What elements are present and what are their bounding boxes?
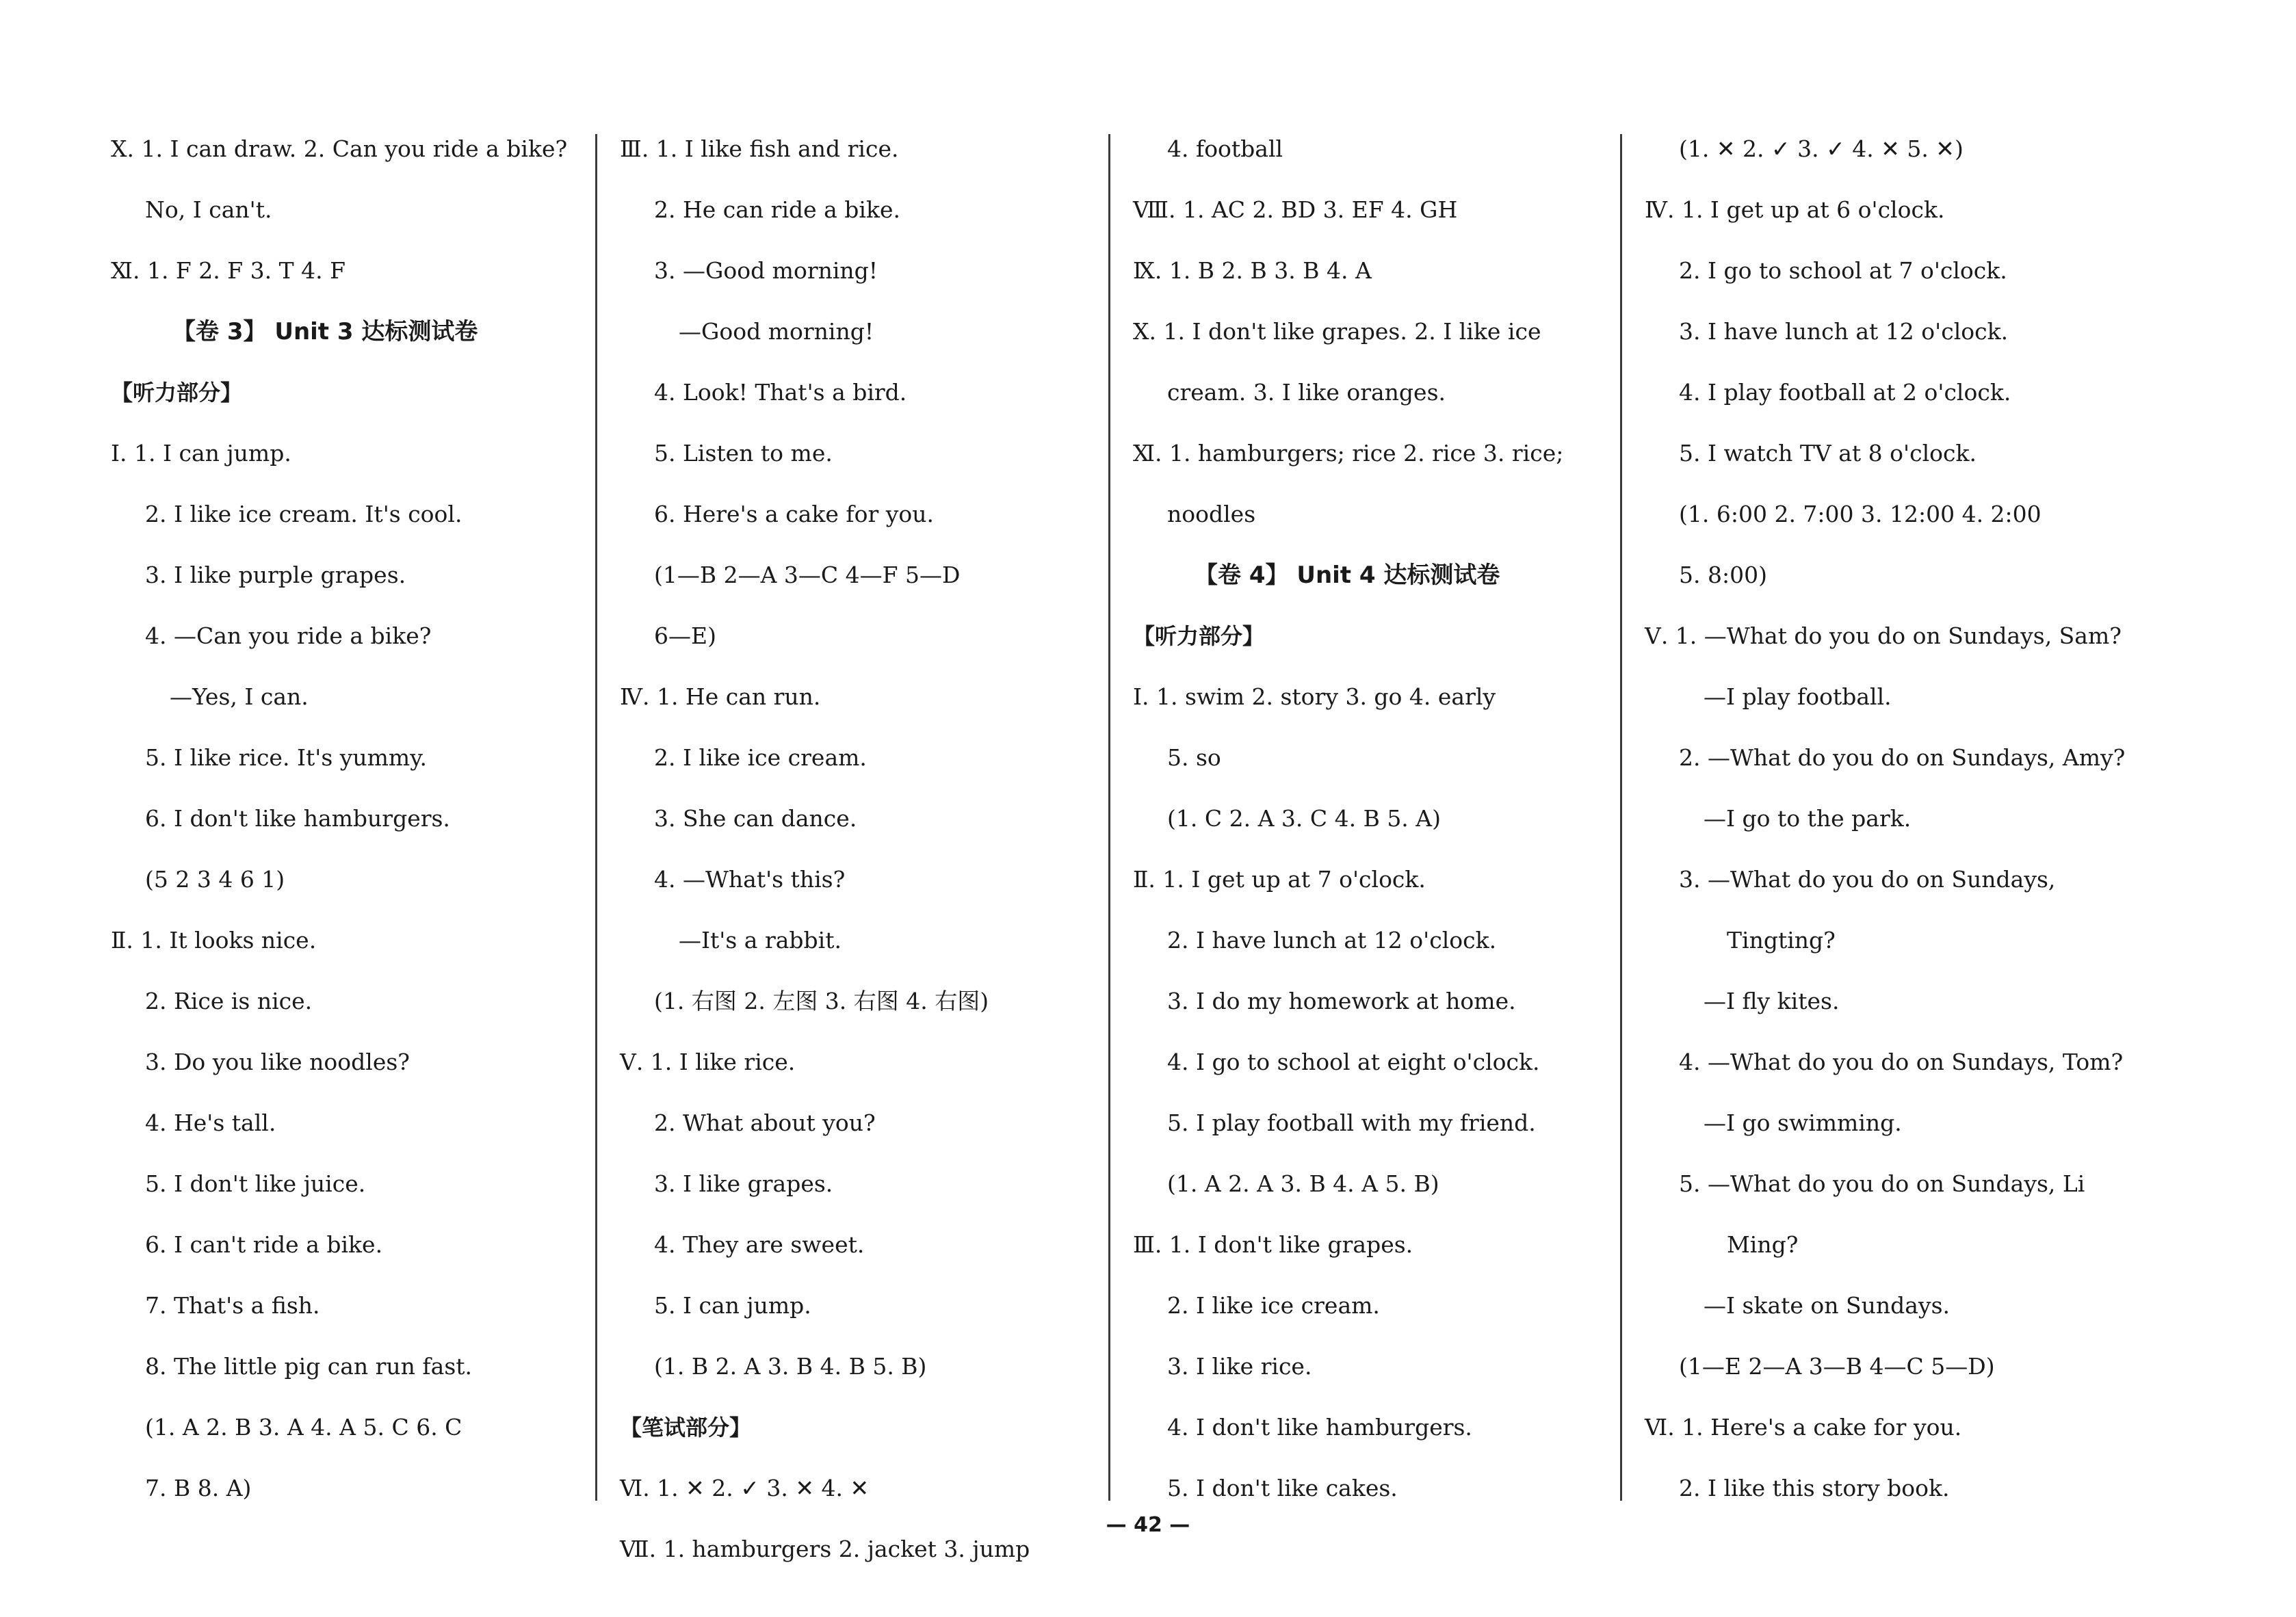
answer-line: Ⅲ. 1. I don't like grapes. <box>1133 1231 1413 1258</box>
answer-line: 8. The little pig can run fast. <box>145 1353 473 1380</box>
answer-line: (1. ✕ 2. ✓ 3. ✓ 4. ✕ 5. ✕) <box>1679 135 1964 162</box>
answer-line: —I fly kites. <box>1704 988 1840 1014</box>
answer-line: (1. A 2. B 3. A 4. A 5. C 6. C <box>145 1414 462 1441</box>
answer-line: 6. I don't like hamburgers. <box>145 805 450 832</box>
answer-line: Ⅶ. 1. hamburgers 2. jacket 3. jump <box>620 1536 1030 1562</box>
answer-line: 5. Listen to me. <box>654 440 833 466</box>
answer-line: 4. football <box>1167 135 1283 162</box>
answer-line: 3. I like rice. <box>1167 1353 1312 1380</box>
answer-line: Ⅴ. 1. —What do you do on Sundays, Sam? <box>1645 622 2122 649</box>
answer-line: —I go to the park. <box>1704 805 1912 832</box>
answer-line: 4. They are sweet. <box>654 1231 865 1258</box>
answer-line: 3. I do my homework at home. <box>1167 988 1516 1014</box>
section-heading: 【笔试部分】 <box>620 1415 752 1441</box>
answer-line: 5. I can jump. <box>654 1292 811 1319</box>
test-title: 【卷 3】 Unit 3 达标测试卷 <box>172 318 478 345</box>
answer-line: (1—B 2—A 3—C 4—F 5—D <box>654 562 961 588</box>
column-divider <box>1108 134 1110 1501</box>
answer-line: Ⅰ. 1. swim 2. story 3. go 4. early <box>1133 683 1496 710</box>
answer-line: 3. —What do you do on Sundays, <box>1679 866 2056 893</box>
answer-line: 6. I can't ride a bike. <box>145 1231 383 1258</box>
answer-line: Ming? <box>1727 1231 1799 1258</box>
page-number: — 42 — <box>1106 1513 1190 1537</box>
answer-line: 3. I like grapes. <box>654 1170 833 1197</box>
answer-line: 4. —Can you ride a bike? <box>145 622 432 649</box>
answer-line: 5. 8:00) <box>1679 562 1767 588</box>
answer-line: 2. I like ice cream. <box>654 744 867 771</box>
answer-line: —Yes, I can. <box>170 683 309 710</box>
answer-column-1 <box>111 127 603 1527</box>
answer-line: 3. —Good morning! <box>654 257 878 284</box>
answer-line: 5. I don't like juice. <box>145 1170 366 1197</box>
answer-line: 2. He can ride a bike. <box>654 196 901 223</box>
answer-line: 2. I have lunch at 12 o'clock. <box>1167 927 1497 954</box>
answer-line: (1. B 2. A 3. B 4. B 5. B) <box>654 1353 927 1380</box>
section-heading: 【听力部分】 <box>1133 623 1265 649</box>
answer-line: Ⅹ. 1. I can draw. 2. Can you ride a bike? <box>111 135 568 162</box>
answer-line: 2. I go to school at 7 o'clock. <box>1679 257 2007 284</box>
answer-line: 3. Do you like noodles? <box>145 1049 410 1075</box>
answer-column-3 <box>1133 127 1626 1527</box>
answer-line: Ⅳ. 1. He can run. <box>620 683 821 710</box>
answer-line: (1. 6:00 2. 7:00 3. 12:00 4. 2:00 <box>1679 501 2041 527</box>
answer-column-4 <box>1645 127 2137 1527</box>
answer-line: (1. C 2. A 3. C 4. B 5. A) <box>1167 805 1441 832</box>
answer-line: 4. I don't like hamburgers. <box>1167 1414 1472 1441</box>
answer-line: 2. I like ice cream. <box>1167 1292 1380 1319</box>
answer-line: (1. 右图 2. 左图 3. 右图 4. 右图) <box>654 988 989 1014</box>
answer-line: —I skate on Sundays. <box>1704 1292 1951 1319</box>
answer-line: noodles <box>1167 501 1256 527</box>
column-divider <box>595 134 597 1501</box>
answer-line: 4. He's tall. <box>145 1109 276 1136</box>
answer-line: Ⅺ. 1. hamburgers; rice 2. rice 3. rice; <box>1133 440 1564 466</box>
answer-line: Ⅳ. 1. I get up at 6 o'clock. <box>1645 196 1945 223</box>
answer-line: cream. 3. I like oranges. <box>1167 379 1446 406</box>
answer-line: (1—E 2—A 3—B 4—C 5—D) <box>1679 1353 1995 1380</box>
answer-line: Ⅲ. 1. I like fish and rice. <box>620 135 899 162</box>
answer-line: 4. —What do you do on Sundays, Tom? <box>1679 1049 2124 1075</box>
answer-line: 4. Look! That's a bird. <box>654 379 907 406</box>
answer-line: Ⅰ. 1. I can jump. <box>111 440 291 466</box>
answer-line: 7. That's a fish. <box>145 1292 320 1319</box>
answer-line: (5 2 3 4 6 1) <box>145 866 285 893</box>
answer-line: 6. Here's a cake for you. <box>654 501 935 527</box>
answer-line: 4. I go to school at eight o'clock. <box>1167 1049 1540 1075</box>
answer-line: 4. I play football at 2 o'clock. <box>1679 379 2011 406</box>
answer-line: 2. What about you? <box>654 1109 876 1136</box>
answer-line: 3. I have lunch at 12 o'clock. <box>1679 318 2009 345</box>
answer-line: Tingting? <box>1727 927 1836 954</box>
answer-line: No, I can't. <box>145 196 272 223</box>
answer-line: 5. I play football with my friend. <box>1167 1109 1536 1136</box>
answer-line: 2. Rice is nice. <box>145 988 313 1014</box>
answer-line: Ⅱ. 1. I get up at 7 o'clock. <box>1133 866 1426 893</box>
answer-line: Ⅷ. 1. AC 2. BD 3. EF 4. GH <box>1133 196 1458 223</box>
answer-line: (1. A 2. A 3. B 4. A 5. B) <box>1167 1170 1439 1197</box>
answer-line: Ⅵ. 1. Here's a cake for you. <box>1645 1414 1962 1441</box>
answer-line: 2. I like ice cream. It's cool. <box>145 501 462 527</box>
answer-line: Ⅴ. 1. I like rice. <box>620 1049 796 1075</box>
answer-line: 6—E) <box>654 622 716 649</box>
answer-line: 7. B 8. A) <box>145 1475 252 1501</box>
answer-line: 4. —What's this? <box>654 866 846 893</box>
answer-line: 2. —What do you do on Sundays, Amy? <box>1679 744 2126 771</box>
answer-line: Ⅺ. 1. F 2. F 3. T 4. F <box>111 257 346 284</box>
answer-line: 3. She can dance. <box>654 805 857 832</box>
answer-line: Ⅸ. 1. B 2. B 3. B 4. A <box>1133 257 1372 284</box>
answer-line: —It's a rabbit. <box>679 927 842 954</box>
answer-line: 5. so <box>1167 744 1221 771</box>
test-title: 【卷 4】 Unit 4 达标测试卷 <box>1195 562 1500 589</box>
answer-line: —I play football. <box>1704 683 1892 710</box>
answer-line: 5. —What do you do on Sundays, Li <box>1679 1170 2085 1197</box>
answer-line: 3. I like purple grapes. <box>145 562 406 588</box>
answer-line: —I go swimming. <box>1704 1109 1902 1136</box>
answer-line: —Good morning! <box>679 318 874 345</box>
answer-line: 5. I don't like cakes. <box>1167 1475 1398 1501</box>
answer-line: 5. I watch TV at 8 o'clock. <box>1679 440 1977 466</box>
answer-line: Ⅵ. 1. ✕ 2. ✓ 3. ✕ 4. ✕ <box>620 1475 870 1501</box>
column-divider <box>1620 134 1622 1501</box>
answer-line: 2. I like this story book. <box>1679 1475 1950 1501</box>
answer-column-2 <box>620 127 1112 1588</box>
answer-line: 5. I like rice. It's yummy. <box>145 744 427 771</box>
answer-line: Ⅹ. 1. I don't like grapes. 2. I like ice <box>1133 318 1541 345</box>
answer-line: Ⅱ. 1. It looks nice. <box>111 927 317 954</box>
section-heading: 【听力部分】 <box>111 380 243 406</box>
